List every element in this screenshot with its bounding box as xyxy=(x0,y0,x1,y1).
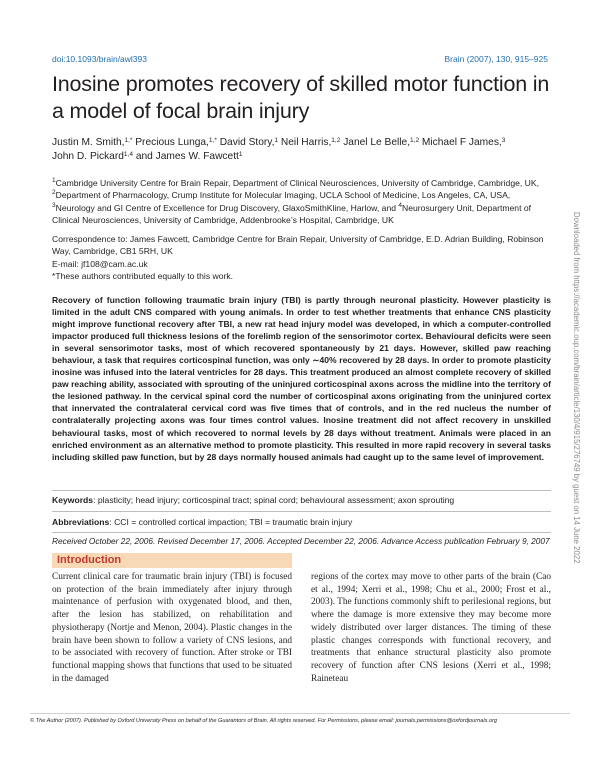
author-name: and James W. Fawcett xyxy=(135,151,239,162)
body-column-right: regions of the cortex may move to other parts of the brain (Cao et al., 1994; Xerri et al., 1998; Chu et al., 2000; Frost et al., 2003). The functions commonly shift to perilesional regions, but where the damage is more extensive they may become more widely distributed over larger distances. The timing of these plastic changes corresponds with functional recovery, and treatments that enhance structural plasticity also promote recovery of function after CNS lesions (Xerri et al., 1998; Raineteau xyxy=(311,572,551,684)
divider xyxy=(52,532,551,533)
journal-citation[interactable]: Brain (2007), 130, 915–925 xyxy=(444,54,548,64)
section-heading-introduction: Introduction xyxy=(52,553,292,568)
author-name: Precious Lunga, xyxy=(135,137,209,148)
download-watermark: Downloaded from https://academic.oup.com/brain/article/130/4/915/276749 by guest on 14 June 2022 xyxy=(572,212,581,564)
article-title: Inosine promotes recovery of skilled motor function in a model of focal brain injury xyxy=(52,72,550,123)
author-list: Justin M. Smith,$^{1,*}$ Precious Lunga,$^{1,*}$ David Story,$^1$ Neil Harris,$^{1,2}$ Janel Le Belle,$^{1,2}$ Michael F James,$^3$ John D. Pickard$^{1,4}$ and James W. Fawcett$^1$ xyxy=(52,137,506,162)
header-line xyxy=(52,54,548,64)
copyright-footer: © The Author (2007). Published by Oxford University Press on behalf of the Guarantors of Brain. All rights reserved. For Permissions, please email: journals.permissions@oxfordjournals.org xyxy=(30,718,498,724)
divider xyxy=(52,511,551,512)
doi-link[interactable]: doi:10.1093/brain/awl393 xyxy=(52,54,147,64)
author-name: John D. Pickard xyxy=(52,151,124,162)
correspondence-email[interactable]: E-mail: jf108@cam.ac.uk xyxy=(52,258,148,269)
publication-dates: Received October 22, 2006. Revised December 17, 2006. Accepted December 22, 2006. Advance Access publication February 9, 2007 xyxy=(52,536,550,546)
correspondence-address: Correspondence to: James Fawcett, Cambridge Centre for Brain Repair, University of Cambridge, E.D. Adrian Building, Robinson Way, Cambridge, CB1 5RH, UK xyxy=(52,234,544,257)
author-name: Justin M. Smith, xyxy=(52,137,125,148)
abbreviations: Abbreviations: CCI = controlled cortical impaction; TBI = traumatic brain injury xyxy=(52,517,353,527)
affiliations: $^1$Cambridge University Centre for Brain Repair, Department of Clinical Neurosciences, University of Cambridge, Cambridge, UK, $^2$Department of Pharmacology, Crump Institute for Molecular Imaging, UCLA School of Medicine, Los Angeles, CA, USA, $^3$Neurology and GI Centre of Excellence for Drug Discovery, GlaxoSmithKline, Harlow, and $^4$Neurosurgery Unit, Department of Clinical Neurosciences, University of Cambridge, Addenbrooke’s Hospital, Cambridge, UK xyxy=(52,177,539,225)
body-column-left: Current clinical care for traumatic brain injury (TBI) is focused on protection of the brain immediately after injury through maintenance of perfusion with oxygenated blood, and then, after the lesion has stabilized, on rehabilitation and physiotherapy (Nortje and Menon, 2004). Plastic changes in the brain have been shown to follow a variety of CNS lesions, and to be associated with recovery of function. After stroke or TBI functional mapping shows that functions that used to be situated in the damaged xyxy=(52,572,292,684)
keywords: Keywords: plasticity; head injury; corticospinal tract; spinal cord; behavioural assessment; axon sprouting xyxy=(52,495,455,505)
correspondence xyxy=(52,233,552,282)
author-name: Neil Harris, xyxy=(280,137,332,148)
footer-divider xyxy=(30,713,570,714)
author-name: David Story, xyxy=(219,137,275,148)
divider xyxy=(52,490,551,491)
equal-contribution-note: *These authors contributed equally to this work. xyxy=(52,270,234,281)
author-name: Michael F James, xyxy=(421,137,502,148)
author-name: Janel Le Belle, xyxy=(343,137,411,148)
abstract: Recovery of function following traumatic brain injury (TBI) is partly through neuronal plasticity. However plasticity is limited in the adult CNS compared with young animals. In order to test whether treatments that enhance CNS plasticity might improve functional recovery after TBI, a new rat head injury model was developed, in which a computer-controlled impactor produced full thickness lesions of the forelimb region of the sensorimotor cortex. Behavioural deficits were seen in several sensorimotor tasks, most of which recovered spontaneously by 21 days. However, skilled paw reaching behaviour, a task that requires corticospinal function, was only ∼40% recovered by 28 days. In order to promote plasticity inosine was infused into the lateral ventricles for 28 days. This treatment produced an almost complete recovery of skilled paw reaching ability, associated with sprouting of the uninjured corticospinal axons across the midline into the territory of the lesioned pathway. In the cervical spinal cord the number of corticospinal axons originating from the uninjured cortex that innervated the contralateral cervical cord was five times that of controls, and in the red nucleus the number of contralaterally projecting axons was four times control values. Inosine treatment did not affect recovery in unskilled behavioural tasks, most of which recovered to normal levels by 28 days without treatment. Animals were placed in an enriched environment as an alternative method to promote plasticity. This resulted in more rapid recovery in several tasks including skilled paw function, but by 28 days normally housed animals had caught up to the same level of improvement. xyxy=(52,295,551,462)
